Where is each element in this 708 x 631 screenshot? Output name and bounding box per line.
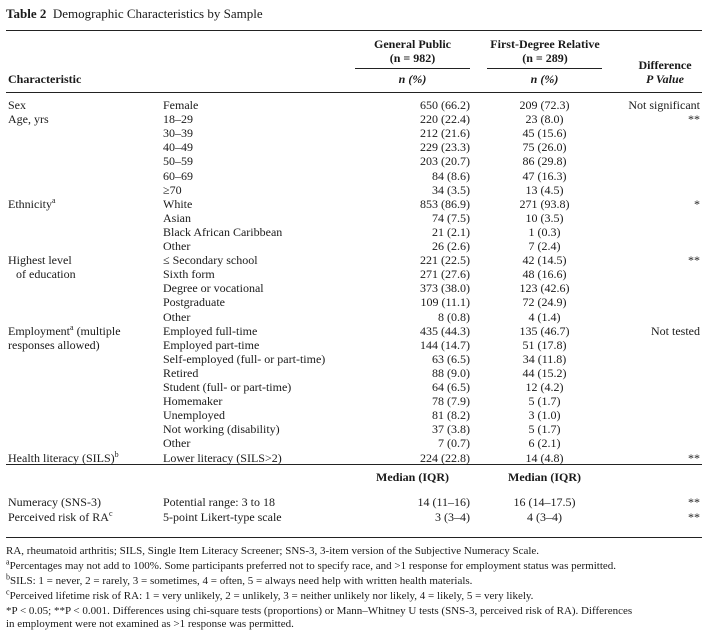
table-row bbox=[0, 267, 708, 281]
row-first-degree: 51 (17.8) bbox=[522, 337, 567, 352]
row-first-degree: 13 (4.5) bbox=[525, 182, 564, 197]
table-row bbox=[0, 295, 708, 309]
row-general-public: 220 (22.4) bbox=[420, 112, 470, 127]
row-first-degree: 42 (14.5) bbox=[522, 253, 567, 268]
row-general-public: 88 (9.0) bbox=[432, 365, 470, 380]
footnote-b-mark: b bbox=[6, 572, 10, 582]
row-first-degree: 135 (46.7) bbox=[519, 323, 570, 338]
bottom-rule bbox=[6, 537, 702, 538]
row-general-public: 373 (38.0) bbox=[420, 281, 470, 296]
row-general-public: 435 (44.3) bbox=[420, 323, 470, 338]
row-general-public: 271 (27.6) bbox=[420, 267, 470, 282]
table-row bbox=[0, 408, 708, 422]
row-category: Student (full- or part-time) bbox=[163, 380, 292, 394]
row-first-degree: 7 (2.4) bbox=[528, 239, 561, 253]
header-difference bbox=[630, 58, 700, 86]
row-category: Black African Caribbean bbox=[163, 224, 283, 239]
row-category: 50–59 bbox=[163, 154, 193, 169]
header-group1-n: (n = 982) bbox=[389, 51, 436, 65]
row-first-degree: 5 (1.7) bbox=[528, 394, 561, 409]
row-first-degree: 271 (93.8) bbox=[519, 196, 570, 211]
row-characteristic bbox=[8, 338, 100, 352]
characteristic-text: Age, yrs bbox=[8, 112, 49, 127]
row-first-degree: 75 (26.0) bbox=[522, 140, 567, 155]
row-characteristic bbox=[8, 451, 119, 465]
row-general-public: 78 (7.9) bbox=[432, 394, 470, 409]
row-first-degree: 48 (16.6) bbox=[522, 267, 567, 282]
row-characteristic bbox=[16, 267, 76, 281]
row-general-public: 7 (0.7) bbox=[438, 436, 470, 451]
row-category: Homemaker bbox=[163, 394, 223, 409]
table-row bbox=[0, 352, 708, 366]
row-general-public: 650 (66.2) bbox=[420, 98, 470, 112]
footnote-a-text: Percentages may not add to 100%. Some participants preferred not to specify race, and >1 response for employment status was permitted. bbox=[9, 560, 617, 572]
row-category: Employed part-time bbox=[163, 337, 260, 352]
table-row bbox=[0, 112, 708, 126]
table-row bbox=[0, 380, 708, 394]
characteristic-text: Employment bbox=[8, 323, 70, 338]
row-first-degree: 12 (4.2) bbox=[525, 380, 564, 394]
row-category: White bbox=[163, 196, 193, 211]
row-first-degree: 6 (2.1) bbox=[528, 436, 561, 451]
row-category: Other bbox=[163, 436, 191, 451]
top-rule bbox=[6, 30, 702, 31]
row-first-degree: 72 (24.9) bbox=[522, 295, 567, 310]
row-general-public: 14 (11–16) bbox=[417, 495, 470, 509]
table-row bbox=[0, 281, 708, 295]
table-row bbox=[0, 225, 708, 239]
header-stat-col-2: n (%) bbox=[530, 72, 559, 86]
row-category: Degree or vocational bbox=[163, 281, 264, 296]
table-row bbox=[0, 126, 708, 140]
header-median-1: Median (IQR) bbox=[376, 470, 449, 484]
row-category: 40–49 bbox=[163, 140, 193, 155]
row-category: Retired bbox=[163, 365, 199, 380]
row-general-public: 3 (3–4) bbox=[435, 510, 470, 524]
row-first-degree: 1 (0.3) bbox=[528, 224, 561, 239]
header-median-2: Median (IQR) bbox=[508, 470, 581, 484]
row-category: Lower literacy (SILS>2) bbox=[163, 450, 282, 465]
row-category: Unemployed bbox=[163, 408, 225, 423]
row-general-public: 64 (6.5) bbox=[432, 380, 470, 394]
row-difference: * bbox=[694, 196, 700, 211]
footnote-a bbox=[6, 557, 617, 573]
header-general-public bbox=[355, 37, 470, 65]
row-category: Female bbox=[163, 98, 199, 112]
table-row bbox=[0, 510, 708, 524]
row-general-public: 81 (8.2) bbox=[432, 408, 470, 423]
table-row bbox=[0, 451, 708, 465]
footnote-c-mark: c bbox=[6, 587, 10, 597]
table-row bbox=[0, 366, 708, 380]
table-row bbox=[0, 197, 708, 211]
row-general-public: 144 (14.7) bbox=[420, 337, 470, 352]
row-category: 60–69 bbox=[163, 168, 193, 183]
row-general-public: 212 (21.6) bbox=[420, 126, 470, 141]
row-first-degree: 4 (1.4) bbox=[528, 309, 561, 324]
characteristic-text: Highest level bbox=[8, 253, 72, 268]
table-row bbox=[0, 98, 708, 112]
row-characteristic bbox=[8, 253, 72, 267]
footnote-marker: c bbox=[108, 509, 113, 518]
table-row bbox=[0, 394, 708, 408]
table-row bbox=[0, 436, 708, 450]
row-category: Sixth form bbox=[163, 267, 215, 282]
row-general-public: 853 (86.9) bbox=[420, 196, 470, 211]
row-general-public: 63 (6.5) bbox=[432, 351, 470, 366]
footnote-marker: a bbox=[52, 195, 56, 205]
row-category: Not working (disability) bbox=[163, 422, 280, 437]
row-general-public: 203 (20.7) bbox=[420, 154, 470, 169]
table-row bbox=[0, 253, 708, 267]
header-characteristic: Characteristic bbox=[8, 72, 82, 86]
row-first-degree: 34 (11.8) bbox=[522, 351, 567, 366]
characteristic-text: Ethnicity bbox=[8, 196, 52, 211]
row-difference: Not significant bbox=[628, 98, 700, 112]
footnote-p-line1: *P < 0.05; **P < 0.001. Differences using chi-square tests (proportions) or Mann–Whitney U tests (SNS-3, perceived risk of RA). Differences bbox=[6, 605, 633, 617]
row-general-public: 8 (0.8) bbox=[438, 309, 470, 324]
row-general-public: 84 (8.6) bbox=[432, 168, 470, 183]
footnote-c-text: Perceived lifetime risk of RA: 1 = very unlikely, 2 = unlikely, 3 = neither unlikely nor likely, 4 = likely, 5 = very likely. bbox=[9, 590, 534, 602]
table-row bbox=[0, 495, 708, 509]
table-row bbox=[0, 338, 708, 352]
row-first-degree: 44 (15.2) bbox=[522, 365, 567, 380]
row-general-public: 37 (3.8) bbox=[432, 422, 470, 437]
table-title bbox=[6, 6, 263, 22]
row-first-degree: 47 (16.3) bbox=[522, 168, 567, 183]
row-characteristic bbox=[8, 324, 121, 338]
table-row bbox=[0, 310, 708, 324]
row-category: Asian bbox=[163, 210, 191, 225]
row-difference: ** bbox=[688, 450, 700, 465]
header-group2-name: First-Degree Relative bbox=[490, 37, 600, 51]
header-subrule-1 bbox=[355, 68, 470, 69]
row-first-degree: 45 (15.6) bbox=[522, 126, 567, 141]
table-label: Table 2 bbox=[6, 6, 47, 21]
row-general-public: 224 (22.8) bbox=[420, 450, 470, 465]
row-category: Postgraduate bbox=[163, 295, 225, 310]
header-pvalue-label: P Value bbox=[646, 72, 684, 86]
row-category: Potential range: 3 to 18 bbox=[163, 495, 275, 509]
row-difference: ** bbox=[688, 253, 700, 268]
row-category: ≤ Secondary school bbox=[163, 253, 258, 268]
table-row bbox=[0, 169, 708, 183]
row-characteristic bbox=[8, 495, 101, 509]
characteristic-text: Health literacy (SILS) bbox=[8, 450, 115, 465]
row-category: Other bbox=[163, 239, 191, 253]
characteristic-text: Sex bbox=[8, 98, 26, 112]
characteristic-text-suffix: (multiple bbox=[73, 323, 121, 338]
header-rule bbox=[6, 92, 702, 93]
footnote-marker: a bbox=[70, 322, 74, 332]
table-caption: Demographic Characteristics by Sample bbox=[52, 6, 263, 21]
header-first-degree bbox=[470, 37, 620, 65]
row-category: Employed full-time bbox=[163, 323, 258, 338]
footnote-a-mark: a bbox=[6, 557, 10, 567]
row-first-degree: 5 (1.7) bbox=[528, 422, 561, 437]
characteristic-text: of education bbox=[16, 267, 76, 282]
table-row bbox=[0, 140, 708, 154]
footnote-p-line2: in employment were not examined as >1 response was permitted. bbox=[6, 618, 294, 630]
row-category: ≥70 bbox=[163, 182, 182, 197]
row-first-degree: 23 (8.0) bbox=[525, 112, 564, 127]
footnote-b bbox=[6, 572, 473, 588]
row-first-degree: 86 (29.8) bbox=[522, 154, 567, 169]
row-general-public: 21 (2.1) bbox=[432, 224, 470, 239]
row-category: Self-employed (full- or part-time) bbox=[163, 351, 326, 366]
footnote-abbreviations: RA, rheumatoid arthritis; SILS, Single Item Literacy Screener; SNS-3, 3-item version of the Subjective Numeracy Scale. bbox=[6, 545, 540, 557]
row-first-degree: 4 (3–4) bbox=[527, 510, 562, 524]
row-first-degree: 3 (1.0) bbox=[528, 408, 561, 423]
row-category: Other bbox=[163, 309, 191, 324]
row-general-public: 74 (7.5) bbox=[432, 210, 470, 225]
row-characteristic bbox=[8, 197, 56, 211]
row-general-public: 229 (23.3) bbox=[420, 140, 470, 155]
row-difference: Not tested bbox=[651, 323, 700, 338]
row-difference: ** bbox=[688, 495, 700, 509]
row-characteristic bbox=[8, 510, 113, 524]
header-group1-name: General Public bbox=[374, 37, 451, 51]
header-group2-n: (n = 289) bbox=[522, 51, 568, 65]
table-row bbox=[0, 183, 708, 197]
row-first-degree: 16 (14–17.5) bbox=[513, 495, 576, 509]
table-row bbox=[0, 154, 708, 168]
row-characteristic bbox=[8, 98, 26, 112]
footnote-marker: b bbox=[114, 449, 119, 459]
row-general-public: 109 (11.1) bbox=[420, 295, 470, 310]
characteristic-text: responses allowed) bbox=[8, 337, 100, 352]
footnote-b-text: SILS: 1 = never, 2 = rarely, 3 = sometimes, 4 = often, 5 = always need help with written health materials. bbox=[10, 575, 473, 587]
row-category: 30–39 bbox=[163, 126, 193, 141]
footnote-c bbox=[6, 587, 534, 603]
row-difference: ** bbox=[688, 112, 700, 127]
characteristic-text: Numeracy (SNS-3) bbox=[8, 495, 101, 509]
row-first-degree: 10 (3.5) bbox=[525, 210, 564, 225]
header-stat-col-1: n (%) bbox=[398, 72, 427, 86]
row-category: 18–29 bbox=[163, 112, 193, 127]
row-first-degree: 209 (72.3) bbox=[519, 98, 570, 112]
row-first-degree: 14 (4.8) bbox=[525, 450, 564, 465]
row-first-degree: 123 (42.6) bbox=[519, 281, 570, 296]
table-row bbox=[0, 211, 708, 225]
row-category: 5-point Likert-type scale bbox=[163, 510, 282, 524]
mid-rule bbox=[6, 464, 702, 465]
characteristic-text: Perceived risk of RA bbox=[8, 510, 109, 524]
row-general-public: 26 (2.6) bbox=[432, 239, 470, 253]
row-difference: ** bbox=[688, 510, 700, 524]
row-general-public: 221 (22.5) bbox=[420, 253, 470, 268]
table-row bbox=[0, 324, 708, 338]
header-subrule-2 bbox=[487, 68, 602, 69]
table-row bbox=[0, 422, 708, 436]
row-general-public: 34 (3.5) bbox=[432, 182, 470, 197]
table-row bbox=[0, 239, 708, 253]
row-characteristic bbox=[8, 112, 49, 126]
header-difference-label: Difference bbox=[638, 58, 692, 72]
